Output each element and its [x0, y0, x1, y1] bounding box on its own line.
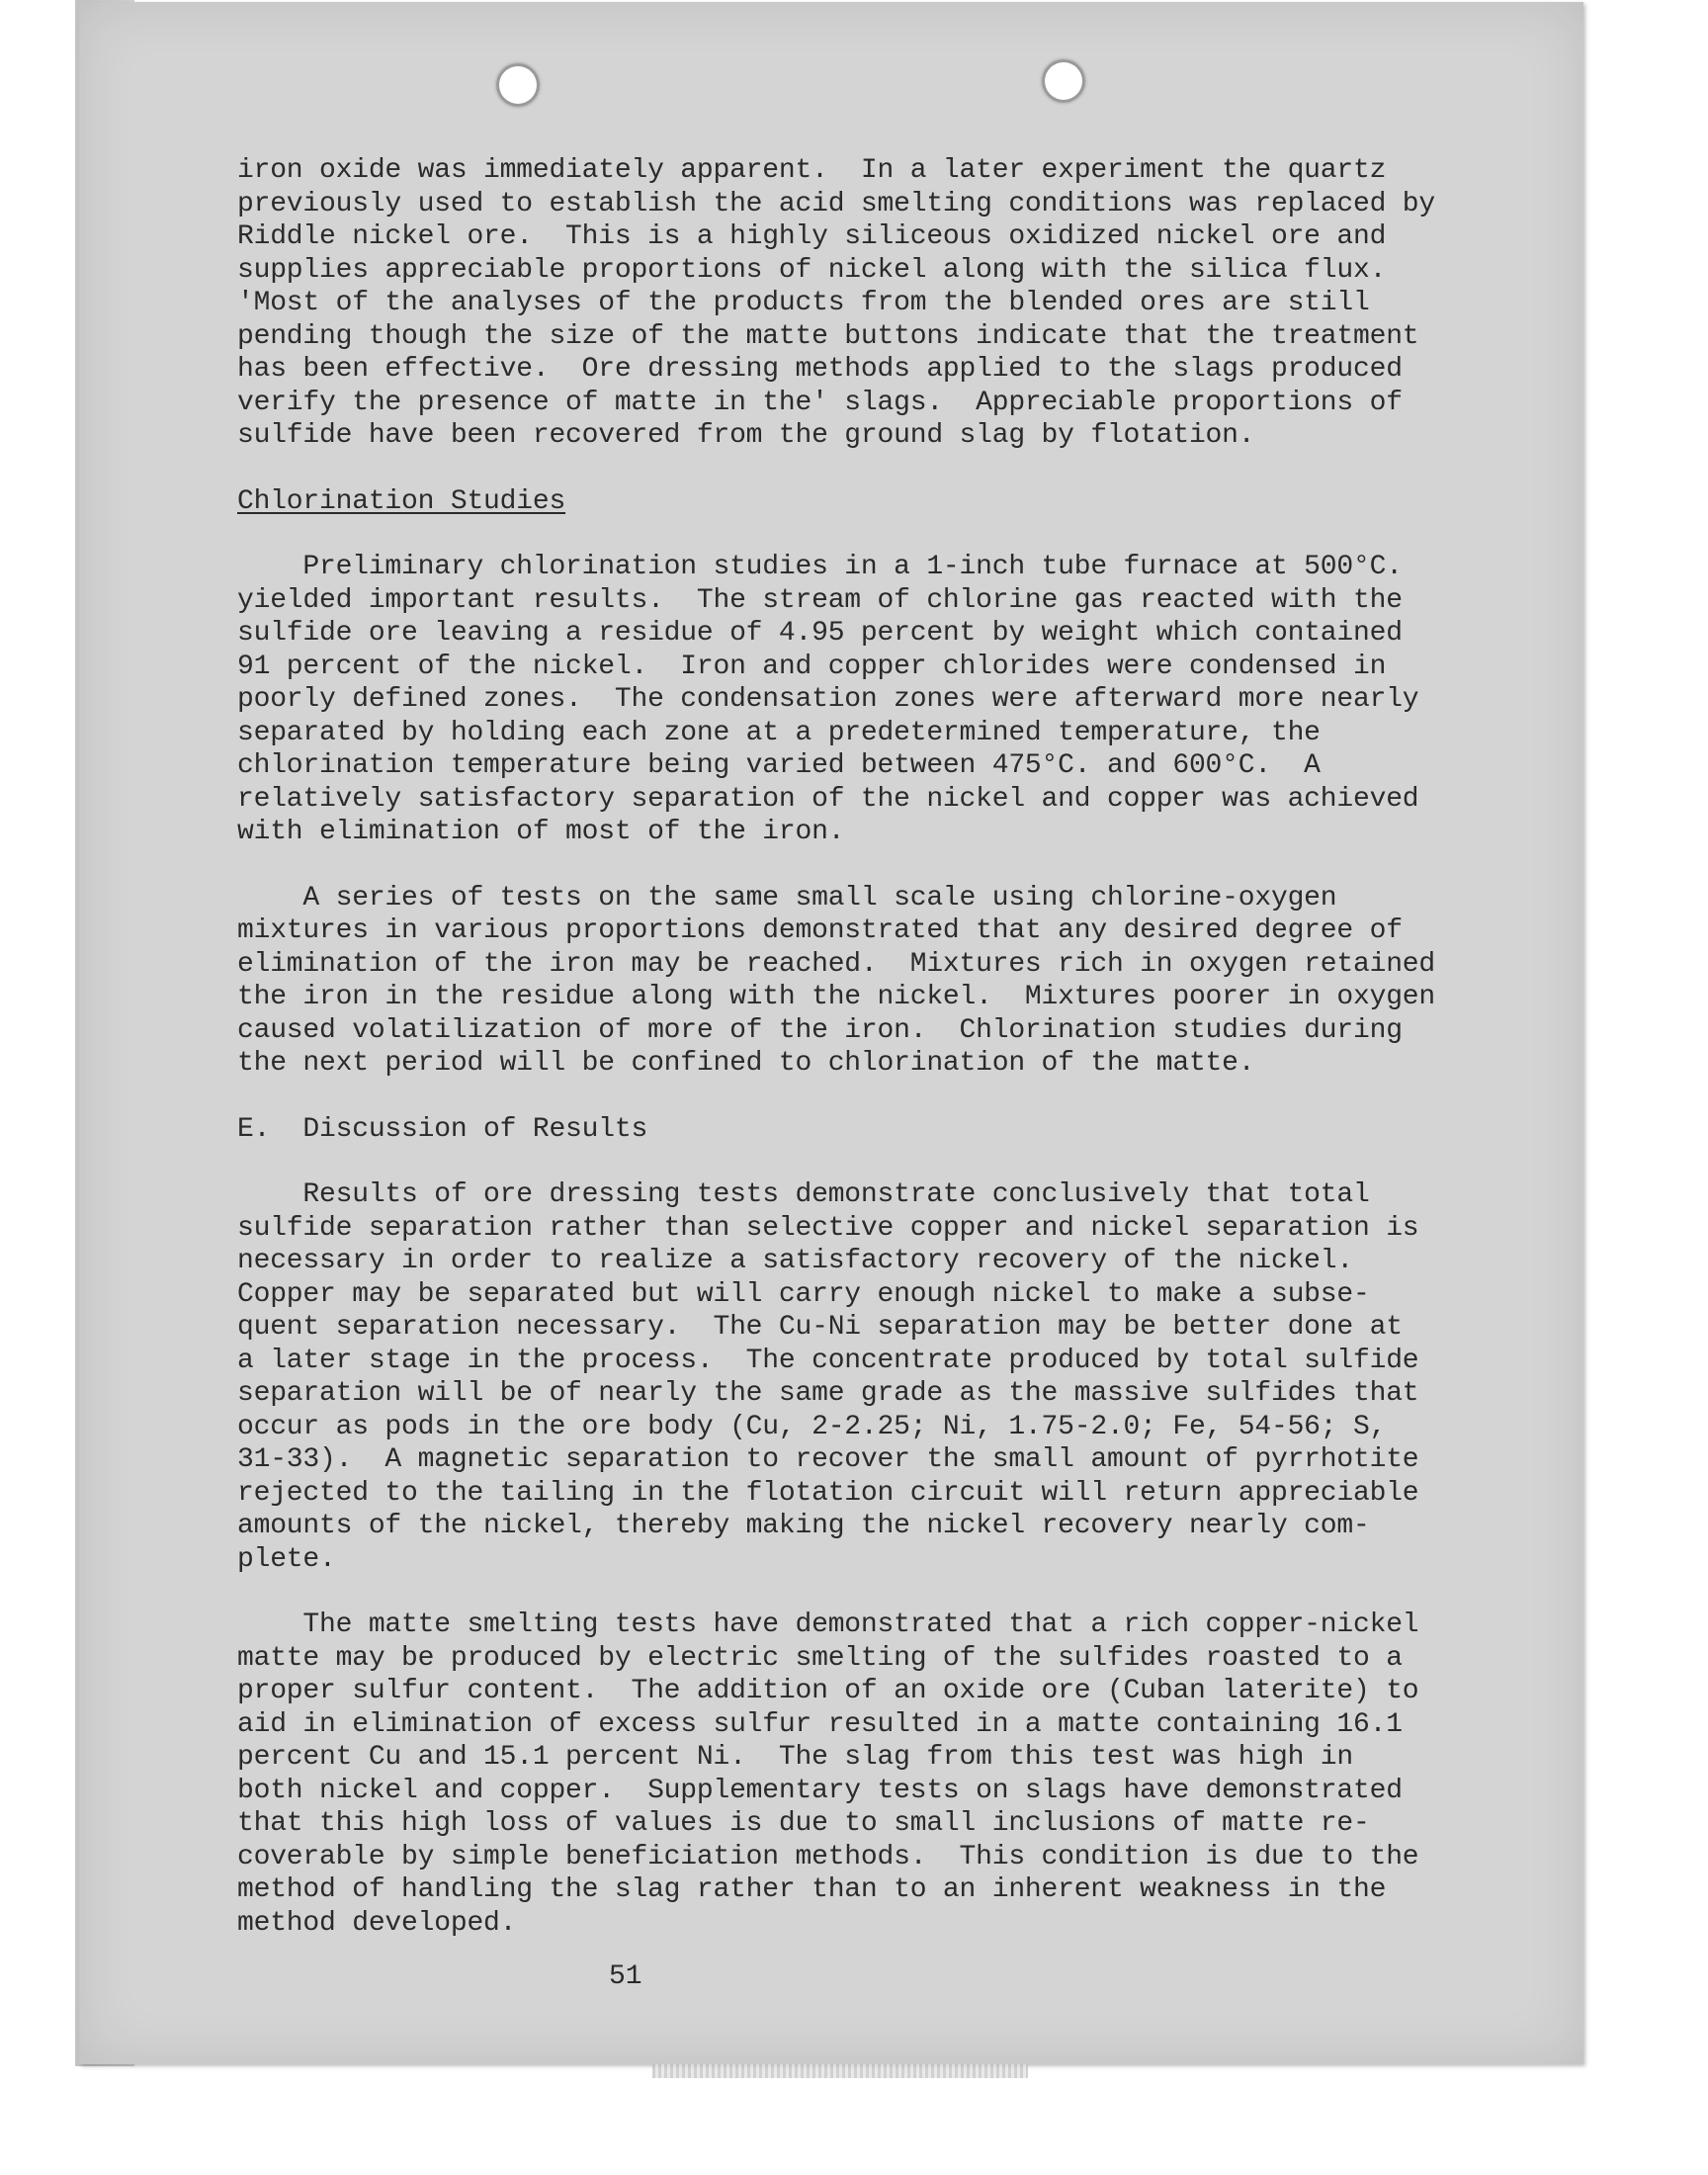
text-line: a later stage in the process. The concentrate produced by total sulfide [237, 1345, 1419, 1376]
punch-hole-right [1042, 59, 1085, 103]
text-line: percent Cu and 15.1 percent Ni. The slag from this test was high in [237, 1742, 1353, 1773]
text-line: Copper may be separated but will carry enough nickel to make a subse- [237, 1278, 1370, 1310]
text-line: has been effective. Ore dressing methods applied to the slags produced [237, 354, 1403, 385]
text-line: rejected to the tailing in the flotation circuit will return appreciable [237, 1477, 1419, 1509]
text-line: plete. [237, 1543, 336, 1575]
paragraph-gap [237, 518, 1502, 551]
paragraph-matte-smelting [237, 1609, 1502, 1940]
text-line: with elimination of most of the iron. [237, 817, 845, 847]
paragraph-gap [237, 453, 1502, 485]
paragraph-gap [237, 849, 1502, 882]
text-line: sulfide ore leaving a residue of 4.95 percent by weight which contained [237, 618, 1403, 649]
text-line: Preliminary chlorination studies in a 1-inch tube furnace at 500°C. [237, 552, 1403, 582]
text-line: matte may be produced by electric smelting of the sulfides roasted to a [237, 1642, 1403, 1674]
heading-text: Chlorination Studies [237, 485, 566, 517]
text-line: Riddle nickel ore. This is a highly siliceous oxidized nickel ore and [237, 221, 1387, 252]
text-line: elimination of the iron may be reached. Mixtures rich in oxygen retained [237, 948, 1435, 980]
section-heading-chlorination [237, 485, 1502, 519]
text-line: Results of ore dressing tests demonstrate conclusively that total [237, 1179, 1370, 1210]
paragraph-gap [237, 1081, 1502, 1113]
text-line: The matte smelting tests have demonstrated that a rich copper-nickel [237, 1610, 1419, 1640]
text-line: A series of tests on the same small scale using chlorine-oxygen [237, 882, 1337, 914]
text-line: the iron in the residue along with the nickel. Mixtures poorer in oxygen [237, 982, 1435, 1012]
text-line: pending though the size of the matte buttons indicate that the treatment [237, 320, 1419, 352]
punch-hole-left [496, 63, 540, 107]
text-line: sulfide have been recovered from the ground slag by flotation. [237, 420, 1255, 451]
text-line: that this high loss of values is due to small inclusions of matte re- [237, 1808, 1370, 1839]
text-line: both nickel and copper. Supplementary tests on slags have demonstrated [237, 1775, 1403, 1806]
text-line: supplies appreciable proportions of nickel along with the silica flux. [237, 254, 1387, 286]
text-line: yielded important results. The stream of chlorine gas reacted with the [237, 584, 1403, 616]
text-line: amounts of the nickel, thereby making the nickel recovery nearly com- [237, 1511, 1370, 1541]
text-line: the next period will be confined to chlorination of the matte. [237, 1048, 1255, 1079]
text-line: separation will be of nearly the same grade as the massive sulfides that [237, 1378, 1419, 1409]
paragraph-smelting-continuation [237, 154, 1502, 453]
document-body [237, 154, 1502, 1940]
text-line: previously used to establish the acid smelting conditions was replaced by [237, 188, 1435, 219]
paragraph-chlorination-preliminary [237, 551, 1502, 849]
text-line: proper sulfur content. The addition of an oxide ore (Cuban laterite) to [237, 1676, 1419, 1706]
text-line: separated by holding each zone at a predetermined temperature, the [237, 717, 1321, 748]
text-line: coverable by simple beneficiation methods. This condition is due to the [237, 1841, 1419, 1872]
text-line: mixtures in various proportions demonstrated that any desired degree of [237, 915, 1403, 946]
text-line: chlorination temperature being varied between 475°C. and 600°C. A [237, 750, 1321, 781]
paragraph-gap [237, 1576, 1502, 1609]
text-line: relatively satisfactory separation of the nickel and copper was achieved [237, 783, 1419, 815]
text-line: 'Most of the analyses of the products from the blended ores are still [237, 288, 1370, 318]
text-line: poorly defined zones. The condensation zones were afterward more nearly [237, 684, 1419, 715]
text-line: iron oxide was immediately apparent. In a later experiment the quartz [237, 155, 1387, 186]
text-line: occur as pods in the ore body (Cu, 2-2.25; Ni, 1.75-2.0; Fe, 54-56; S, [237, 1411, 1387, 1442]
text-line: aid in elimination of excess sulfur resulted in a matte containing 16.1 [237, 1708, 1403, 1740]
text-line: caused volatilization of more of the iron. Chlorination studies during [237, 1014, 1403, 1046]
text-line: method of handling the slag rather than to an inherent weakness in the [237, 1874, 1387, 1905]
section-heading-discussion: E. Discussion of Results [237, 1113, 648, 1145]
text-line: necessary in order to realize a satisfactory recovery of the nickel. [237, 1246, 1353, 1276]
text-line: verify the presence of matte in the' slags. Appreciable proportions of [237, 387, 1403, 418]
text-line: 31-33). A magnetic separation to recover the small amount of pyrrhotite [237, 1444, 1419, 1475]
paragraph-chlorine-oxygen-tests [237, 882, 1502, 1081]
text-line: sulfide separation rather than selective copper and nickel separation is [237, 1212, 1419, 1244]
paragraph-ore-dressing-results [237, 1178, 1502, 1576]
text-line: quent separation necessary. The Cu-Ni separation may be better done at [237, 1312, 1403, 1343]
text-line: 91 percent of the nickel. Iron and copper chlorides were condensed in [237, 651, 1387, 682]
scan-artifact-strip [652, 2064, 1028, 2078]
text-line: method developed. [237, 1907, 517, 1939]
paragraph-gap [237, 1146, 1502, 1178]
page-number: 51 [609, 1961, 642, 1992]
